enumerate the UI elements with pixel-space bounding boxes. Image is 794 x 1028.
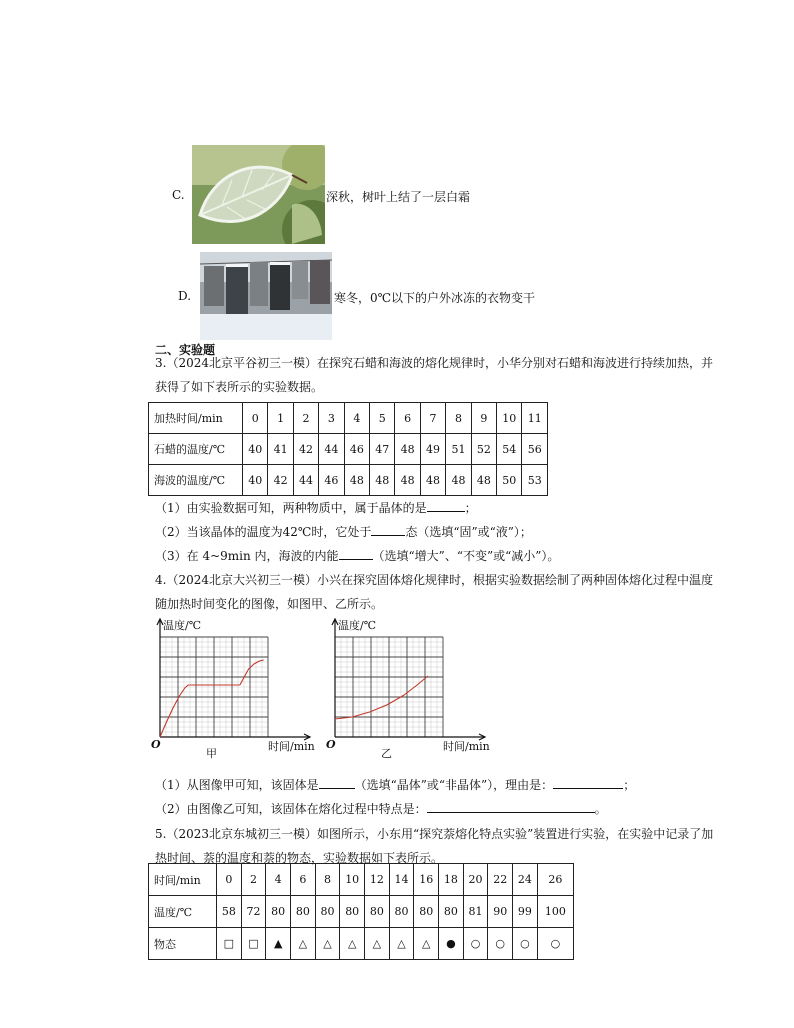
q4-sub1-text: （1）从图像甲可知，该固体是 (155, 778, 319, 792)
q3-table-cell: 8 (446, 403, 471, 434)
origin-label: O (326, 738, 336, 751)
q3-table-cell: 6 (395, 403, 420, 434)
q5-table-cell: 80 (365, 896, 390, 928)
q5-table-cell: 80 (389, 896, 414, 928)
q3-table-cell: 56 (522, 434, 548, 465)
q5-table-cell: 20 (463, 864, 488, 896)
option-d-label: D. (178, 289, 192, 303)
q5-table-cell: 100 (537, 896, 573, 928)
q3-table-cell: 53 (522, 465, 548, 496)
q5-table-cell: □ (241, 928, 266, 960)
q3-table-cell: 40 (243, 434, 268, 465)
y-axis-label: 温度/℃ (163, 619, 202, 632)
q5-table-cell: 80 (315, 896, 340, 928)
q5-table-cell: 99 (513, 896, 538, 928)
q5-table-row (149, 864, 574, 896)
q3-table-cell: 10 (497, 403, 522, 434)
q5-table-cell: 80 (340, 896, 365, 928)
q3-table-cell: 48 (395, 434, 420, 465)
q3-table-cell: 40 (243, 465, 268, 496)
option-d-caption: 寒冬，0℃以下的户外冰冻的衣物变干 (334, 291, 536, 305)
q5-table-cell: 80 (266, 896, 291, 928)
q3-table-cell: 44 (293, 465, 318, 496)
q3-table-cell: 7 (420, 403, 445, 434)
frost-leaf-image (192, 145, 325, 244)
q3-sub1-end: ； (464, 501, 477, 515)
q5-table-row-header: 物态 (149, 928, 217, 960)
q3-table-row (149, 465, 548, 496)
q5-table-cell: 80 (439, 896, 464, 928)
q5-table-row-header: 时间/min (149, 864, 217, 896)
series-line (335, 676, 428, 719)
frozen-clothes-image (200, 252, 332, 340)
q3-table-cell: 54 (497, 434, 522, 465)
q5-table-cell: 14 (389, 864, 414, 896)
q5-table-cell: ▲ (266, 928, 291, 960)
q5-table-cell: 16 (414, 864, 439, 896)
q4-intro-line2: 随加热时间变化的图像，如图甲、乙所示。 (155, 597, 384, 611)
q3-table-cell: 47 (370, 434, 395, 465)
q5-table-cell: 58 (217, 896, 242, 928)
q4-intro-line1: 4.（2024北京大兴初三一模）小兴在探究固体熔化规律时，根据实验数据绘制了两种固体熔化过程中温度 (155, 573, 713, 587)
q5-table-row (149, 896, 574, 928)
q3-sub3-end: （选填“增大”、“不变”或“减小”）。 (372, 549, 560, 563)
q3-table-cell: 42 (293, 434, 318, 465)
origin-label: O (151, 738, 161, 751)
q4-sub1-blank2[interactable] (553, 776, 623, 789)
q5-table-cell: 80 (291, 896, 316, 928)
q3-sub2-text: （2）当该晶体的温度为42℃时，它处于 (155, 525, 372, 539)
q3-table-cell: 51 (446, 434, 471, 465)
q5-table-row-header: 温度/℃ (149, 896, 217, 928)
q3-table-cell: 42 (268, 465, 293, 496)
q5-table-cell: 0 (217, 864, 242, 896)
q3-table-cell: 9 (471, 403, 496, 434)
q5-table-cell: □ (217, 928, 242, 960)
q5-table-cell: △ (365, 928, 390, 960)
q3-table-cell: 2 (293, 403, 318, 434)
q5-table-row (149, 928, 574, 960)
q5-table-cell: ● (439, 928, 464, 960)
chart-jia (150, 615, 320, 765)
q5-table-cell: 26 (537, 864, 573, 896)
q5-table-cell: 22 (488, 864, 513, 896)
q3-table-cell: 52 (471, 434, 496, 465)
q3-data-table (148, 402, 548, 496)
series-line (240, 660, 264, 685)
q4-sub2 (155, 797, 607, 821)
q3-sub1-blank[interactable] (427, 499, 465, 512)
q3-table-cell: 48 (446, 465, 471, 496)
q3-table-cell: 48 (395, 465, 420, 496)
q3-table-cell: 4 (344, 403, 369, 434)
q5-table-cell: △ (291, 928, 316, 960)
q5-intro-line1: 5.（2023北京东城初三一模）如图所示，小东用“探究萘熔化特点实验”装置进行实验，在实验中记录了加 (155, 827, 714, 841)
q3-table-cell: 49 (420, 434, 445, 465)
q5-table-cell: 81 (463, 896, 488, 928)
q5-table-cell: 24 (513, 864, 538, 896)
option-c-label: C. (172, 188, 185, 202)
q3-table-cell: 11 (522, 403, 548, 434)
x-axis-label: 时间/min (443, 740, 490, 753)
q3-table-row (149, 434, 548, 465)
q5-table-cell: 72 (241, 896, 266, 928)
x-axis-label: 时间/min (268, 740, 315, 753)
q3-table-cell: 0 (243, 403, 268, 434)
q3-sub2 (155, 520, 532, 544)
q3-table-cell: 48 (471, 465, 496, 496)
q5-table-cell: 6 (291, 864, 316, 896)
q5-table-cell: △ (340, 928, 365, 960)
q3-sub1 (155, 496, 477, 520)
q3-intro-line1: 3.（2024北京平谷初三一模）在探究石蜡和海波的熔化规律时，小华分别对石蜡和海波进行持续加热，并 (155, 356, 713, 370)
q3-table-row-header: 加热时间/min (149, 403, 243, 434)
q5-table-cell: ○ (537, 928, 573, 960)
q3-table-cell: 48 (370, 465, 395, 496)
chart-caption: 乙 (381, 747, 392, 760)
q5-intro-line2: 热时间、萘的温度和萘的物态，实验数据如下表所示。 (155, 851, 444, 865)
q3-table-cell: 46 (344, 434, 369, 465)
q3-sub2-blank[interactable] (371, 523, 405, 536)
q5-table-cell: △ (315, 928, 340, 960)
q3-table-cell: 41 (268, 434, 293, 465)
q5-table-cell: 4 (266, 864, 291, 896)
q3-sub3 (155, 544, 559, 568)
q5-table-cell: 2 (241, 864, 266, 896)
q3-table-cell: 48 (344, 465, 369, 496)
q3-table-cell: 5 (370, 403, 395, 434)
q3-table-cell: 46 (319, 465, 344, 496)
q3-table-cell: 44 (319, 434, 344, 465)
q5-data-table (148, 863, 574, 960)
q5-table-cell: △ (414, 928, 439, 960)
q5-table-cell: 10 (340, 864, 365, 896)
q3-table-row-header: 海波的温度/℃ (149, 465, 243, 496)
q3-table-row (149, 403, 548, 434)
q3-sub2-end: 态（选填“固”或“液”）； (405, 525, 532, 539)
q3-table-cell: 48 (420, 465, 445, 496)
q4-sub2-blank[interactable] (427, 800, 595, 813)
q5-table-cell: ○ (513, 928, 538, 960)
q5-table-cell: 90 (488, 896, 513, 928)
q4-sub2-text: （2）由图像乙可知，该固体在熔化过程中特点是： (155, 802, 427, 816)
section-title: 二、实验题 (155, 343, 216, 357)
q3-sub3-blank[interactable] (339, 547, 373, 560)
y-axis-label: 温度/℃ (338, 619, 377, 632)
q3-table-row-header: 石蜡的温度/℃ (149, 434, 243, 465)
q5-table-cell: 80 (414, 896, 439, 928)
q5-table-cell: ○ (488, 928, 513, 960)
q5-table-cell: 18 (439, 864, 464, 896)
chart-yi (325, 615, 495, 765)
q3-sub1-text: （1）由实验数据可知，两种物质中，属于晶体的是 (155, 501, 427, 515)
q4-sub1-mid: （选填“晶体”或“非晶体”），理由是： (354, 778, 554, 792)
q5-table-cell: 8 (315, 864, 340, 896)
q4-sub1-blank1[interactable] (319, 776, 355, 789)
q3-sub3-text: （3）在 4~9min 内，海波的内能 (155, 549, 339, 563)
q3-table-cell: 50 (497, 465, 522, 496)
q4-sub1-end: ； (623, 778, 636, 792)
q3-intro-line2: 获得了如下表所示的实验数据。 (155, 380, 324, 394)
q3-table-cell: 1 (268, 403, 293, 434)
chart-caption: 甲 (206, 747, 217, 760)
q5-table-cell: 12 (365, 864, 390, 896)
q5-table-cell: ○ (463, 928, 488, 960)
q5-table-cell: △ (389, 928, 414, 960)
q3-table-cell: 3 (319, 403, 344, 434)
option-c-caption: 深秋，树叶上结了一层白霜 (326, 190, 471, 204)
q4-sub2-end: 。 (594, 802, 607, 816)
q4-sub1 (155, 773, 635, 797)
